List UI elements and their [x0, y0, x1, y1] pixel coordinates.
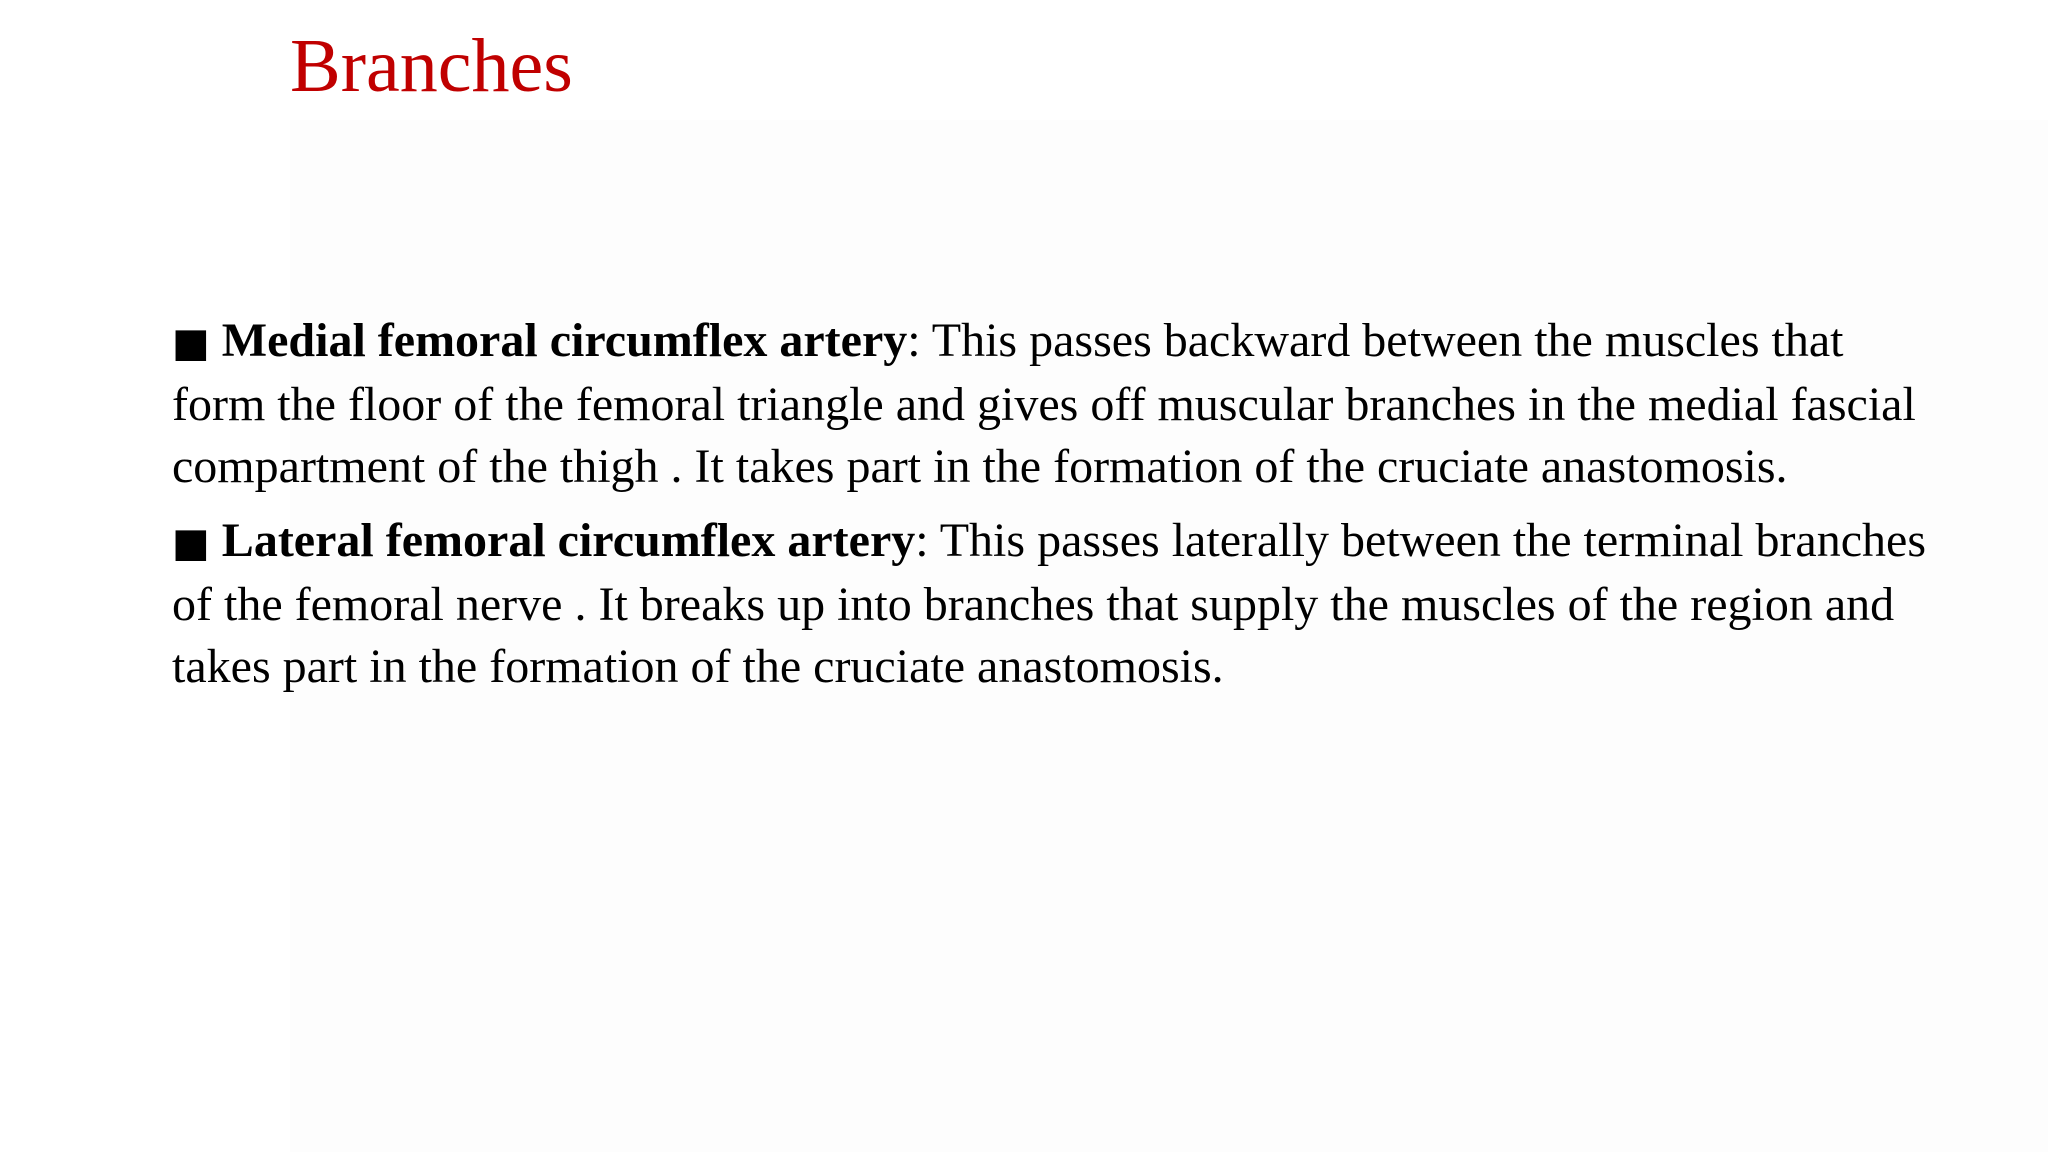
bullet-separator: :	[907, 314, 921, 367]
square-bullet-icon: ■	[172, 520, 210, 566]
slide-title: Branches	[290, 24, 573, 108]
bullet-description: This passes backward between the muscles that form the floor of the femoral triangle and gives off muscular branches in the medial fascial compartment of the thigh . It takes part in the formation of the cruciate anastomosis.	[172, 314, 1916, 493]
bullet-term: Medial femoral circumflex artery	[221, 314, 908, 367]
square-bullet-icon: ■	[172, 320, 210, 366]
slide-body	[172, 310, 1932, 710]
bullet-description: This passes laterally between the terminal branches of the femoral nerve . It breaks up into branches that supply the muscles of the region and takes part in the formation of the cruciate anastomosis.	[172, 514, 1927, 693]
bullet-separator: :	[915, 514, 929, 567]
bullet-lateral-femoral-circumflex	[172, 510, 1932, 698]
bullet-term: Lateral femoral circumflex artery	[221, 514, 916, 567]
bullet-medial-femoral-circumflex	[172, 310, 1932, 498]
